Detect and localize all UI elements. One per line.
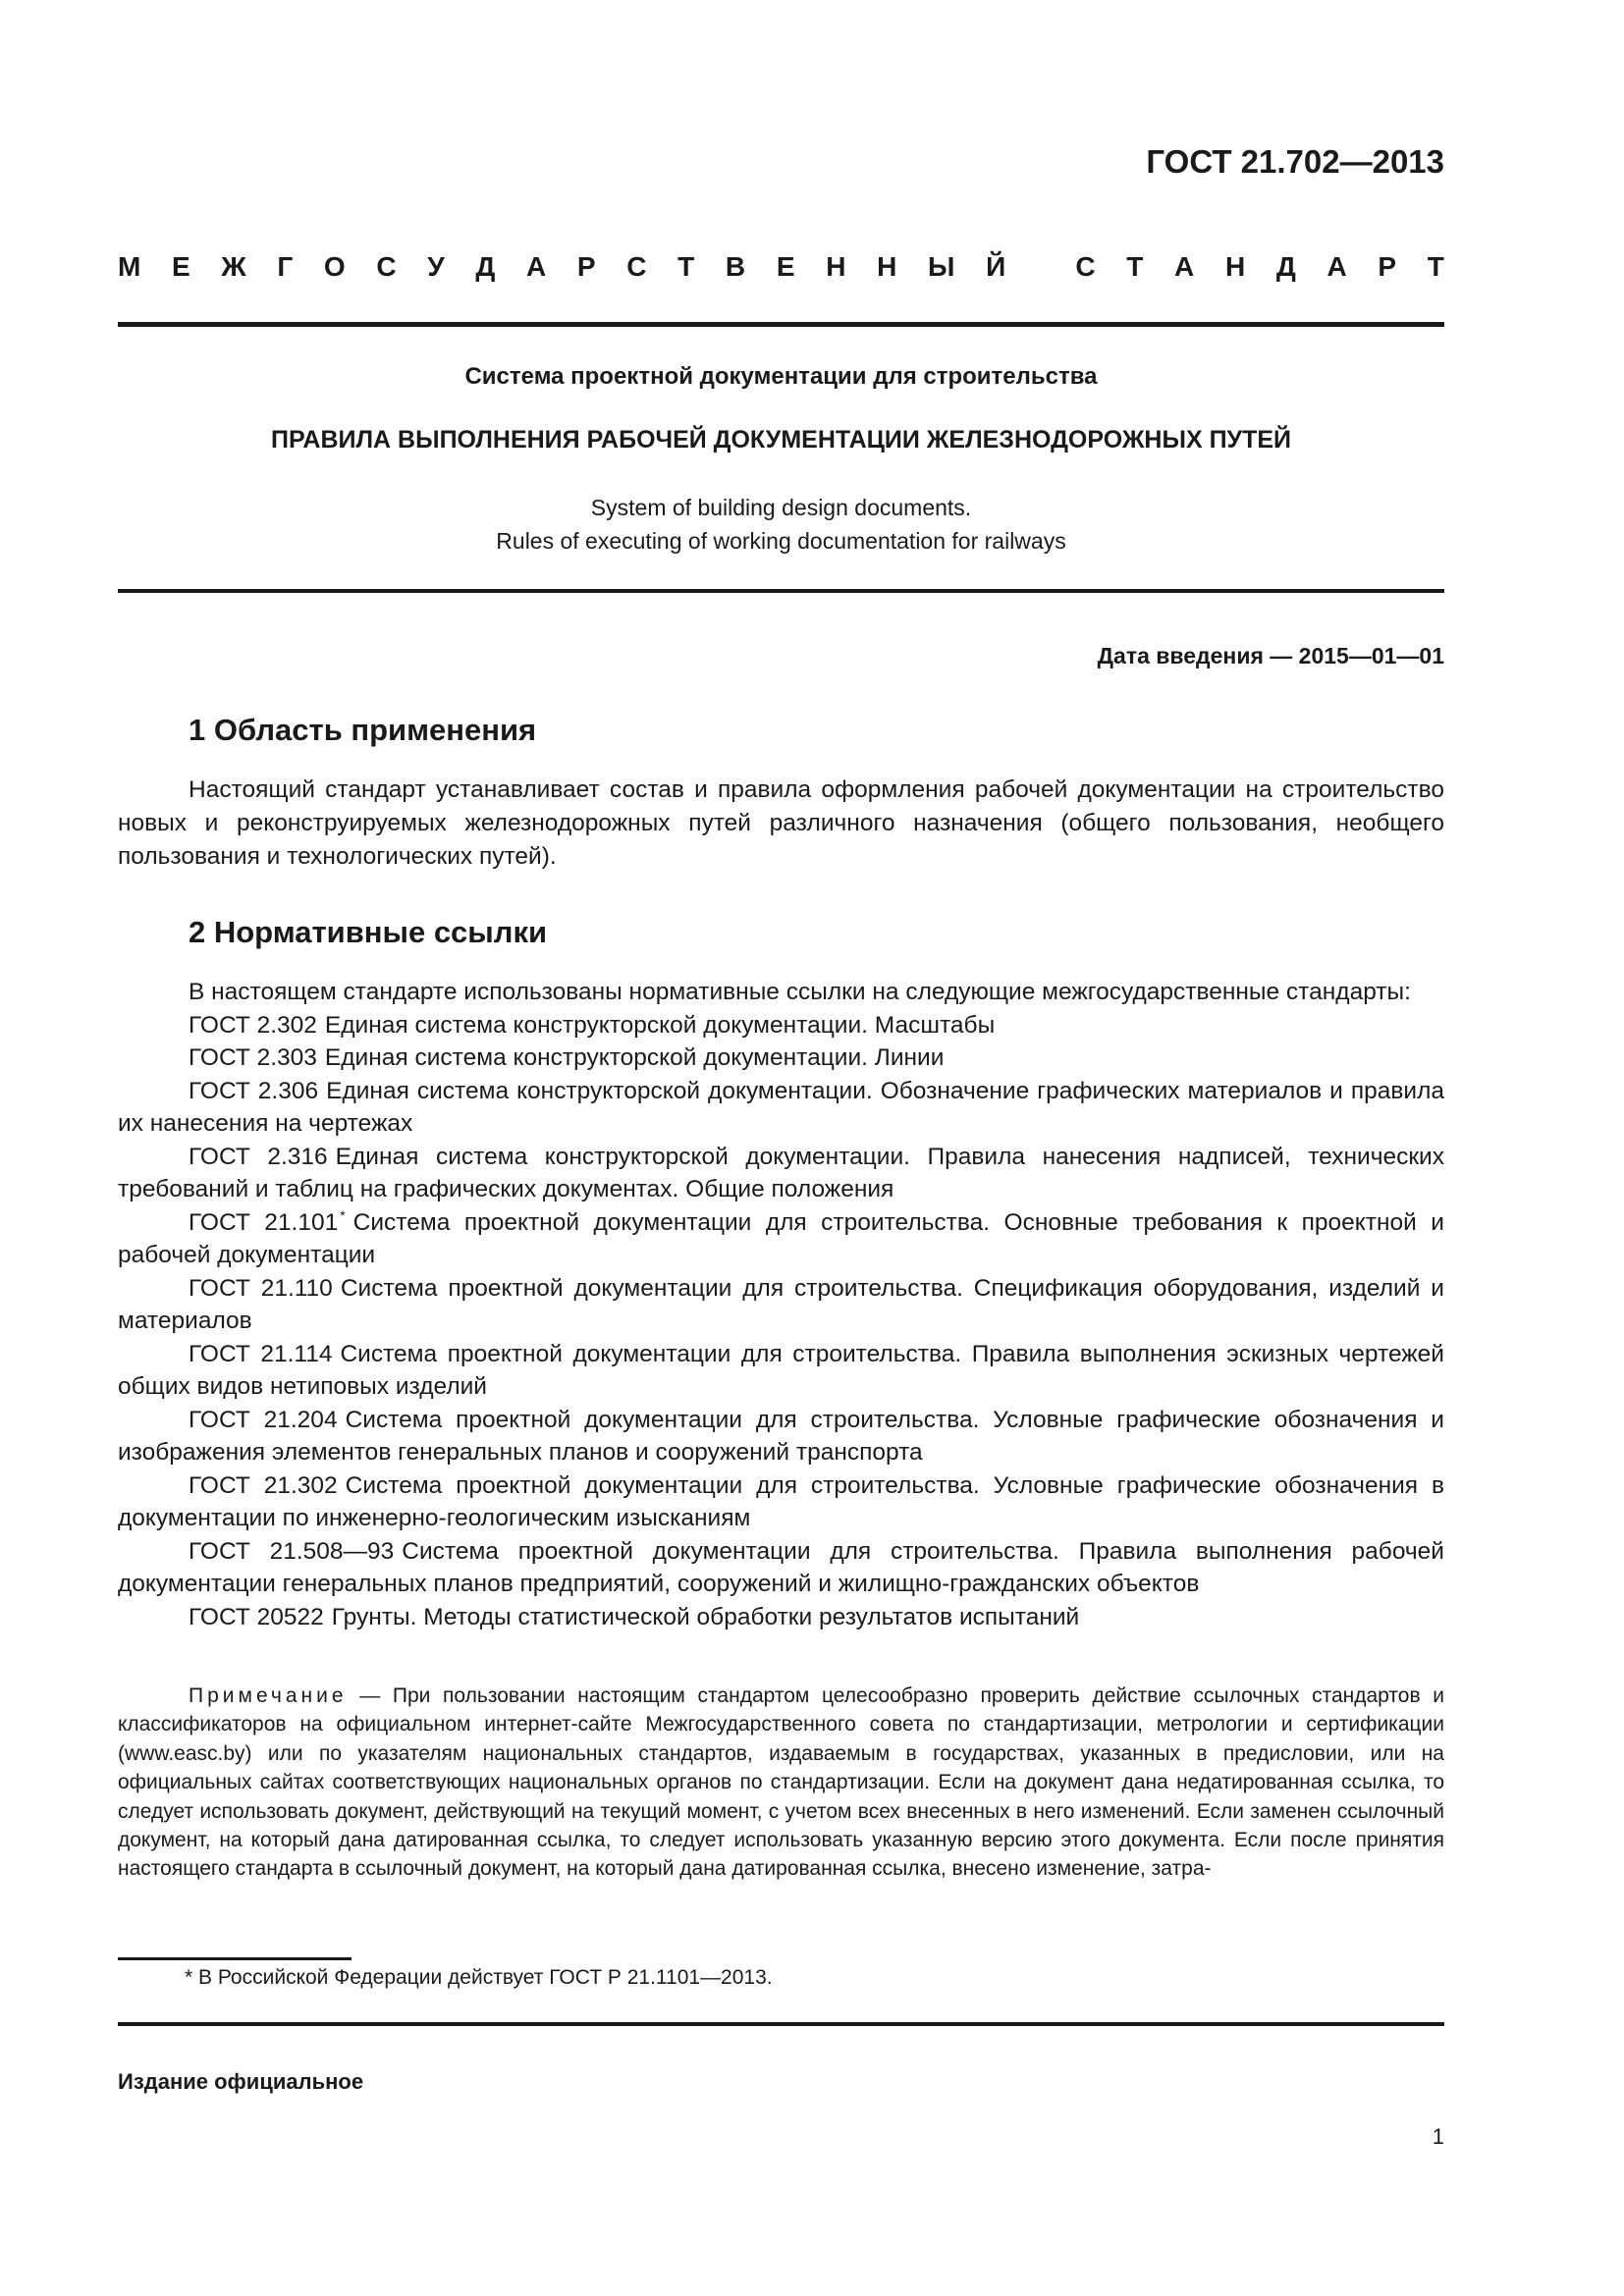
heading-letter: А bbox=[1326, 251, 1347, 282]
reference-code: ГОСТ 21.110 bbox=[189, 1274, 333, 1302]
reference-item bbox=[118, 1535, 1444, 1601]
reference-code: ГОСТ 21.114 bbox=[189, 1340, 333, 1367]
interstate-standard-heading bbox=[118, 251, 1444, 283]
reference-title: Единая система конструкторской документации. Правила нанесения надписей, технических требований и таблиц на графических документах. Общие положения bbox=[118, 1143, 1444, 1202]
heading-letter: С bbox=[376, 251, 397, 282]
heading-letter: Н bbox=[877, 251, 897, 282]
heading-letter: О bbox=[323, 251, 346, 282]
reference-item bbox=[118, 1338, 1444, 1404]
heading-letter: Н bbox=[1224, 251, 1246, 282]
reference-item bbox=[118, 1404, 1444, 1469]
reference-item bbox=[118, 1009, 1444, 1042]
english-title bbox=[118, 491, 1444, 558]
document-number: ГОСТ 21.702—2013 bbox=[1146, 143, 1444, 180]
references-list bbox=[118, 1009, 1444, 1634]
heading-letter: Т bbox=[1126, 251, 1144, 282]
note-text: — При пользовании настоящим стандартом целесообразно проверить действие ссылочных стандартов и классификаторов на официальном интернет-сайте Межгосударственного совета по стандартизации, метрологии и сертификации (www.easc.by) или по указателям национальных стандартов, издаваемым в государствах, указанных в предисловии, или на официальных сайтах соответствующих национальных органов по стандартизации. Если на документ дана недатированная ссылка, то следует использовать документ, действующий на текущий момент, с учетом всех внесенных в него изменений. Если заменен ссылочный документ, на который дана датированная ссылка, то следует использовать указанную версию этого документа. Если после принятия настоящего стандарта в ссылочный документ, на который дана датированная ссылка, внесено изменение, затра- bbox=[118, 1684, 1444, 1881]
heading-letter: Д bbox=[1275, 251, 1296, 282]
system-title: Система проектной документации для строительства bbox=[464, 363, 1098, 390]
reference-code: ГОСТ 2.316 bbox=[189, 1143, 328, 1170]
section-2-heading: 2 Нормативные ссылки bbox=[189, 915, 548, 949]
heading-letter: Й bbox=[986, 251, 1006, 282]
footnote-marker: * bbox=[340, 1207, 346, 1224]
section-1-heading: 1 Область применения bbox=[189, 713, 537, 747]
note-block bbox=[118, 1682, 1444, 1884]
heading-letter: М bbox=[118, 251, 141, 282]
reference-item bbox=[118, 1206, 1444, 1272]
reference-code: ГОСТ 2.303 bbox=[189, 1044, 317, 1071]
heading-letter: Р bbox=[576, 251, 596, 282]
reference-title: Система проектной документации для строительства. Условные графические обозначения в документации по инженерно-геологическим изысканиям bbox=[118, 1471, 1444, 1531]
reference-title: Система проектной документации для строительства. Правила выполнения эскизных чертежей общих видов нетиповых изделий bbox=[118, 1340, 1444, 1400]
heading-gap bbox=[1037, 251, 1045, 283]
heading-letter: А bbox=[1174, 251, 1195, 282]
reference-code: ГОСТ 20522 bbox=[189, 1603, 324, 1630]
section-1-text bbox=[118, 774, 1444, 874]
reference-item bbox=[118, 1469, 1444, 1535]
normative-references bbox=[118, 976, 1444, 1633]
reference-item bbox=[118, 1075, 1444, 1141]
footnote: * В Российской Федерации действует ГОСТ Р 21.1101—2013. bbox=[185, 1966, 773, 1989]
title-rule bbox=[118, 589, 1444, 593]
reference-title: Система проектной документации для строительства. Основные требования к проектной и рабочей документации bbox=[118, 1208, 1444, 1268]
heading-letter: Г bbox=[277, 251, 294, 282]
footer-rule bbox=[118, 2022, 1444, 2026]
reference-item bbox=[118, 1141, 1444, 1206]
heading-letter: Ж bbox=[221, 251, 246, 282]
reference-code: ГОСТ 2.306 bbox=[189, 1077, 319, 1104]
heading-letter: Т bbox=[677, 251, 695, 282]
header-rule bbox=[118, 322, 1444, 327]
heading-letter: С bbox=[626, 251, 647, 282]
reference-code: ГОСТ 21.101 bbox=[189, 1208, 339, 1236]
heading-letter: Р bbox=[1378, 251, 1397, 282]
heading-letter: Е bbox=[172, 251, 190, 282]
english-title-line-1: System of building design documents. bbox=[590, 495, 972, 520]
heading-letter: В bbox=[725, 251, 746, 282]
heading-letter: Н bbox=[826, 251, 846, 282]
reference-code: ГОСТ 21.302 bbox=[189, 1471, 338, 1499]
heading-letter: Ы bbox=[928, 251, 955, 282]
reference-item bbox=[118, 1601, 1444, 1634]
reference-code: ГОСТ 21.204 bbox=[189, 1406, 338, 1433]
reference-code: ГОСТ 2.302 bbox=[189, 1011, 317, 1039]
note-label: Примечание bbox=[189, 1684, 348, 1707]
heading-letter: У bbox=[427, 251, 445, 282]
section-1-paragraph: Настоящий стандарт устанавливает состав и правила оформления рабочей документации на строительство новых и реконструируемых железнодорожных путей различного назначения (общего пользования, необщего пользования и технологических путей). bbox=[118, 776, 1444, 870]
heading-letter: С bbox=[1075, 251, 1096, 282]
reference-item bbox=[118, 1041, 1444, 1075]
reference-title: Единая система конструкторской документации. Линии bbox=[324, 1044, 945, 1071]
reference-title: Система проектной документации для строительства. Правила выполнения рабочей документации генеральных планов предприятий, сооружений и жилищно-гражданских объектов bbox=[118, 1537, 1444, 1597]
page-number: 1 bbox=[1432, 2124, 1444, 2149]
reference-title: Система проектной документации для строительства. Условные графические обозначения и изображения элементов генеральных планов и сооружений транспорта bbox=[118, 1406, 1444, 1466]
reference-title: Грунты. Методы статистической обработки результатов испытаний bbox=[331, 1603, 1080, 1630]
reference-code: ГОСТ 21.508—93 bbox=[189, 1537, 395, 1565]
references-intro: В настоящем стандарте использованы нормативные ссылки на следующие межгосударственные стандарты: bbox=[189, 979, 1411, 1005]
english-title-line-2: Rules of executing of working documentation for railways bbox=[496, 528, 1066, 554]
heading-letter: А bbox=[525, 251, 547, 282]
heading-letter: Е bbox=[776, 251, 795, 282]
official-edition-label: Издание официальное bbox=[118, 2069, 364, 2094]
introduction-date: Дата введения — 2015—01—01 bbox=[1097, 643, 1444, 668]
reference-title: Система проектной документации для строительства. Спецификация оборудования, изделий и материалов bbox=[118, 1274, 1444, 1334]
heading-letter: Д bbox=[475, 251, 496, 282]
main-title: ПРАВИЛА ВЫПОЛНЕНИЯ РАБОЧЕЙ ДОКУМЕНТАЦИИ ЖЕЛЕЗНОДОРОЖНЫХ ПУТЕЙ bbox=[270, 426, 1292, 454]
reference-title: Единая система конструкторской документации. Обозначение графических материалов и правила их нанесения на чертежах bbox=[118, 1077, 1444, 1137]
footnote-rule bbox=[118, 1957, 352, 1960]
heading-letter: Т bbox=[1427, 251, 1444, 282]
reference-title: Единая система конструкторской документации. Масштабы bbox=[324, 1011, 996, 1039]
reference-item bbox=[118, 1272, 1444, 1338]
